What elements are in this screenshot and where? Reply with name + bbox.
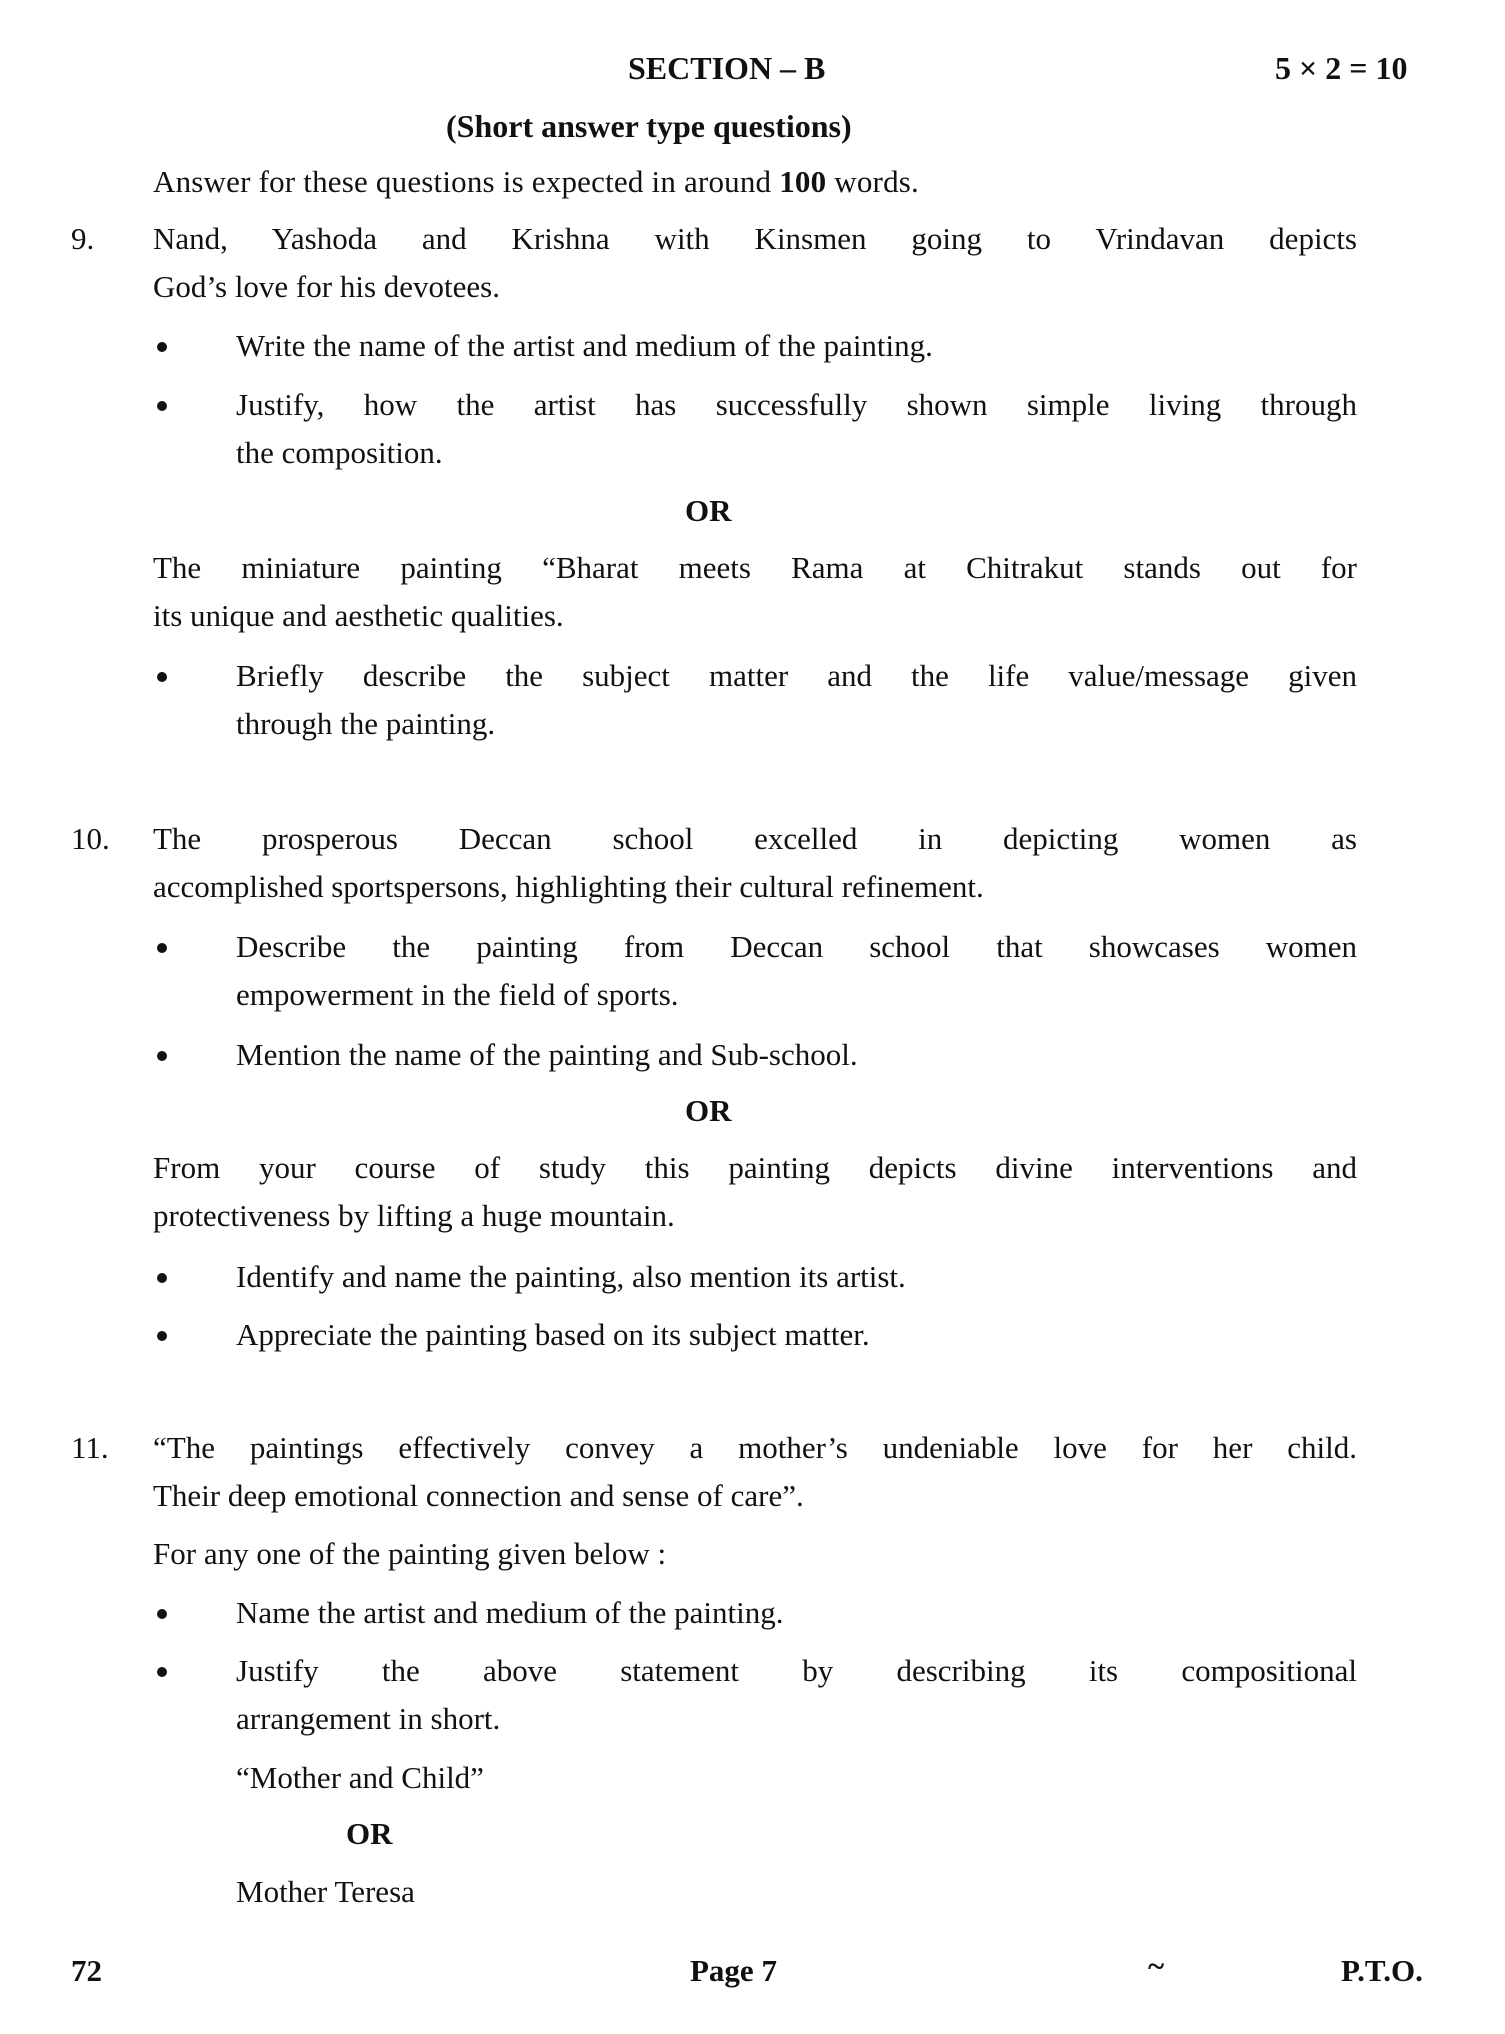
section-instruction: Answer for these questions is expected in around 100 words. (153, 164, 919, 199)
bullet-icon (157, 342, 167, 352)
question-number: 10. (71, 821, 110, 856)
question-9-alt-bullet-1: Briefly describe the subject matter and the life value/message given through the painting. (236, 658, 1357, 741)
painting-option-1: “Mother and Child” (236, 1760, 484, 1795)
bullet-icon (157, 401, 167, 411)
question-10-bullet-1: Describe the painting from Deccan school that showcases women empowerment in the field of sports. (236, 929, 1357, 1012)
section-subtitle: (Short answer type questions) (446, 108, 852, 144)
question-11-text: “The paintings effectively convey a mother’s undeniable love for her child. Their deep emotional connection and sense of care”. (153, 1430, 1357, 1513)
bullet-icon (157, 1667, 167, 1677)
question-10-text: The prosperous Deccan school excelled in depicting women as accomplished sportspersons, highlighting their cultural refinement. (153, 821, 1357, 904)
section-title: SECTION – B (628, 50, 826, 86)
question-9-alt-text: The miniature painting “Bharat meets Rama at Chitrakut stands out for its unique and aesthetic qualities. (153, 550, 1357, 633)
question-9-text: Nand, Yashoda and Krishna with Kinsmen going to Vrindavan depicts God’s love for his devotees. (153, 221, 1357, 304)
question-11-prompt: For any one of the painting given below : (153, 1536, 667, 1571)
bullet-icon (157, 1051, 167, 1061)
bullet-icon (157, 672, 167, 682)
question-10-alt-bullet-1: Identify and name the painting, also mention its artist. (236, 1259, 906, 1294)
question-9-bullet-2: Justify, how the artist has successfully shown simple living through the composition. (236, 387, 1357, 470)
question-number: 11. (71, 1430, 109, 1465)
question-10-alt-bullet-2: Appreciate the painting based on its subject matter. (236, 1317, 870, 1352)
question-9-bullet-1: Write the name of the artist and medium of the painting. (236, 328, 933, 363)
question-10-alt-text: From your course of study this painting depicts divine interventions and protectiveness by lifting a huge mountain. (153, 1150, 1357, 1233)
or-divider: OR (685, 1093, 732, 1128)
paper-code: 72 (71, 1953, 102, 1988)
tilde-mark: ~ (1148, 1948, 1165, 1983)
bullet-icon (157, 943, 167, 953)
bullet-icon (157, 1273, 167, 1283)
or-divider: OR (346, 1816, 393, 1851)
page-number: Page 7 (690, 1953, 777, 1988)
bullet-icon (157, 1331, 167, 1341)
question-10-bullet-2: Mention the name of the painting and Sub-school. (236, 1037, 858, 1072)
section-marks: 5 × 2 = 10 (1275, 50, 1408, 86)
painting-option-2: Mother Teresa (236, 1874, 415, 1909)
question-11-bullet-2: Justify the above statement by describing its compositional arrangement in short. (236, 1653, 1357, 1736)
pto-label: P.T.O. (1341, 1953, 1423, 1988)
question-number: 9. (71, 221, 95, 256)
bullet-icon (157, 1609, 167, 1619)
or-divider: OR (685, 493, 732, 528)
question-11-bullet-1: Name the artist and medium of the painting. (236, 1595, 784, 1630)
